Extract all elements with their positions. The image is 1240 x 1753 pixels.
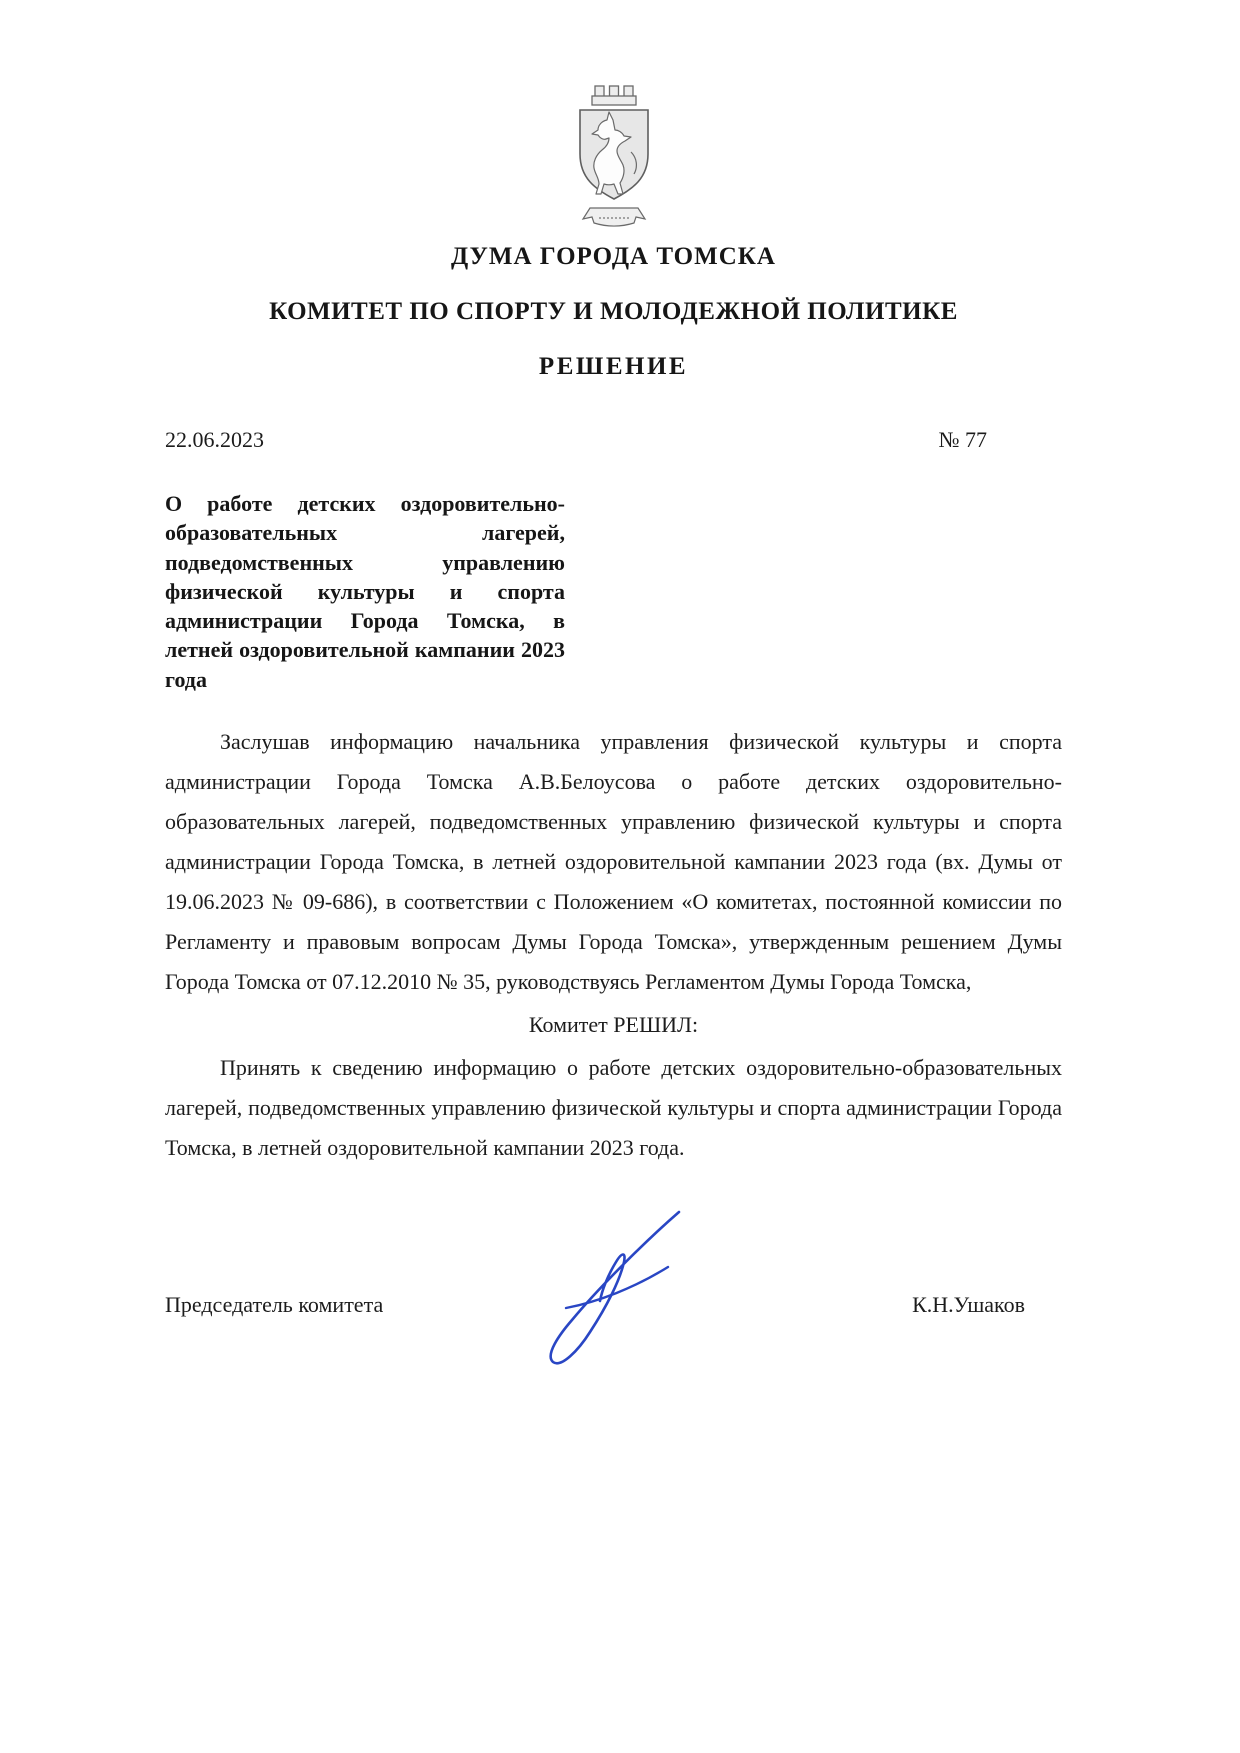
resolution-paragraph: Принять к сведению информацию о работе детских оздоровительно-образовательных лагерей, подведомственных управлению физической культуры и спорта администрации Города Томска, в летней оздоровительной кампании 2023 года. — [165, 1054, 1062, 1161]
meta-row — [165, 427, 1062, 453]
document-type-title: РЕШЕНИЕ — [538, 353, 689, 380]
document-number: № 77 — [938, 427, 987, 452]
signer-position: Председатель комитета — [165, 1292, 384, 1318]
handwritten-signature-icon — [514, 1204, 714, 1374]
resolution-intro: Комитет РЕШИЛ: — [528, 1011, 699, 1037]
tomsk-coat-of-arms-icon — [564, 76, 664, 239]
body-paragraph: Заслушав информацию начальника управления физической культуры и спорта администрации Города Томска А.В.Белоусова о работе детских оздоровительно-образовательных лагерей, подведомственных управлению физической культуры и спорта администрации Города Томска, в летней оздоровительной кампании 2023 года (вх. Думы от 19.06.2023 № 09-686), в соответствии с Положением «О комитетах, постоянной комиссии по Регламенту и правовым вопросам Думы Города Томска», утвержденным решением Думы Города Томска от 07.12.2010 № 35, руководствуясь Регламентом Думы Города Томска, — [165, 728, 1062, 994]
signer-name: К.Н.Ушаков — [912, 1292, 1025, 1318]
signature-svg — [514, 1204, 714, 1369]
signature-block — [165, 1204, 1062, 1444]
organization-name: ДУМА ГОРОДА ТОМСКА — [451, 243, 776, 270]
coat-of-arms-svg — [564, 76, 664, 234]
committee-name: КОМИТЕТ ПО СПОРТУ И МОЛОДЕЖНОЙ ПОЛИТИКЕ — [269, 298, 958, 325]
document-subject: О работе детских оздоровительно-образовательных лагерей, подведомственных управлению физической культуры и спорта администрации Города Томска, в летней оздоровительной кампании 2023 года — [165, 491, 565, 692]
document-content — [0, 76, 1240, 1444]
document-date: 22.06.2023 — [165, 427, 264, 452]
